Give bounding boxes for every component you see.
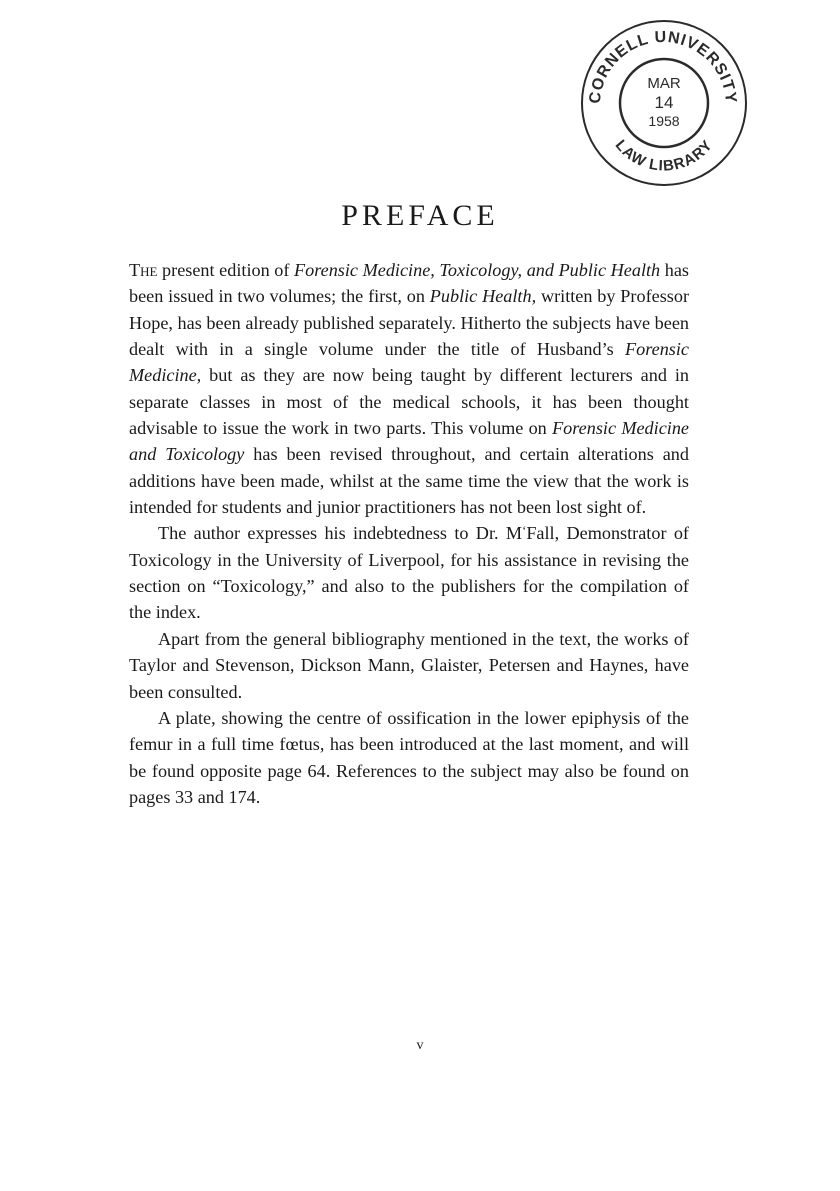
superscript-mark: ‘	[522, 523, 527, 538]
preface-paragraph-1	[129, 257, 689, 520]
svg-text:MAR: MAR	[647, 75, 681, 92]
preface-paragraph-2	[129, 520, 689, 625]
text-run: The author expresses his indebtedness to Dr. M	[158, 523, 523, 544]
svg-text:LAW LIBRARY: LAW LIBRARY	[611, 136, 717, 175]
opening-word: The	[129, 260, 158, 280]
text-run: has been issued in two volumes; the first, on	[129, 260, 689, 307]
text-run: written by Professor Hope, has been already published separately. Hitherto the subjects have been dealt with in a single volume under the title of Husband’s	[129, 286, 690, 360]
library-stamp-seal	[578, 20, 748, 190]
book-title: Forensic Medicine and Toxicology	[129, 418, 689, 465]
preface-paragraph-3	[129, 626, 689, 705]
preface-body	[129, 257, 689, 810]
page-number: v	[416, 1038, 424, 1053]
book-title: Public Health,	[429, 286, 537, 307]
text-run: has been revised throughout, and certain alterations and additions have been made, whilst at the same time the view that the work is intended for students and junior practitioners has not been lost sight of.	[129, 444, 689, 518]
text-run: A plate, showing the centre of ossification in the lower epiphysis of the femur in a full time fœtus, has been introduced at the last moment, and will be found opposite page 64. References to the subject may also be found on pages 33 and 174.	[129, 707, 689, 807]
page-title: PREFACE	[341, 199, 499, 232]
text-run: Fall, Demonstrator of Toxicology in the University of Liverpool, for his assistance in revising the section on “Toxicology,” and also to the publishers for the compilation of the index.	[129, 523, 689, 623]
preface-paragraph-4	[129, 705, 689, 810]
book-title: Forensic Medicine, Toxicology, and Public Health	[294, 260, 661, 280]
svg-text:1958: 1958	[648, 113, 680, 129]
book-title: Forensic Medicine,	[129, 339, 689, 386]
svg-text:CORNELL UNIVERSITY: CORNELL UNIVERSITY	[586, 28, 740, 105]
text-run: present edition of	[157, 260, 295, 280]
svg-text:14: 14	[654, 93, 674, 112]
library-stamp	[578, 20, 748, 190]
text-run: Apart from the general bibliography mentioned in the text, the works of Taylor and Stevenson, Dickson Mann, Glaister, Petersen and Haynes, have been consulted.	[129, 628, 689, 702]
text-run: but as they are now being taught by different lecturers and in separate classes in most of the medical schools, it has been thought advisable to issue the work in two parts. This volume on	[129, 365, 689, 439]
